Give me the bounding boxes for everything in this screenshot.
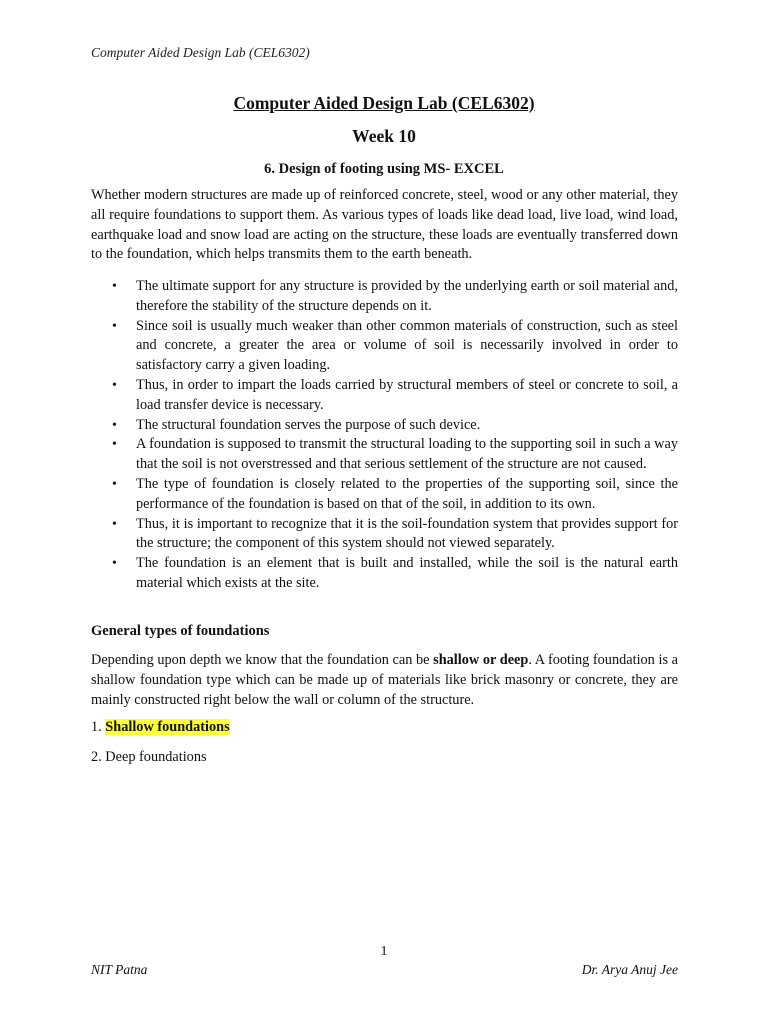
bullet-item [91, 317, 678, 376]
bullet-icon: • [112, 279, 117, 294]
bullet-item [91, 554, 678, 594]
bullet-text: The foundation is an element that is built and installed, while the soil is the natural earth material which exists at the site. [136, 555, 678, 591]
bullet-icon: • [112, 377, 117, 393]
list-item-number: 1. [91, 719, 106, 735]
document-title: Computer Aided Design Lab (CEL6302) [233, 93, 535, 113]
types-text-after: . A footing foundation is a shallow foundation type which can be made up of materials like brick masonry or concrete, they are mainly constructed right below the wall or column of the structure. [91, 652, 678, 708]
bullet-text: The type of foundation is closely related to the properties of the supporting soil, since the performance of the foundation is based on that of the soil, in addition to its own. [136, 475, 678, 512]
bullet-icon: • [112, 556, 117, 572]
bullet-item [91, 435, 678, 475]
bullet-item [91, 277, 678, 317]
bullet-text: The structural foundation serves the purpose of such device. [136, 416, 481, 433]
bullet-text: Thus, in order to impart the loads carried by structural members of steel or concrete to soil, a load transfer device is necessary. [136, 376, 678, 413]
list-item-shallow [91, 719, 230, 736]
bullet-icon: • [112, 437, 117, 453]
bullet-list [91, 277, 678, 594]
bullet-icon: • [112, 417, 117, 433]
footer-right: Dr. Arya Anuj Jee [581, 962, 678, 977]
bullet-icon: • [112, 318, 117, 334]
types-bold-text: shallow or deep [433, 652, 529, 668]
running-header: Computer Aided Design Lab (CEL6302) [91, 45, 310, 60]
types-text-before: Depending upon depth we know that the foundation can be [91, 652, 434, 668]
footer-left: NIT Patna [91, 962, 148, 977]
types-paragraph [91, 651, 678, 710]
bullet-icon: • [112, 516, 117, 532]
highlighted-text: Shallow foundations [105, 719, 230, 735]
bullet-text: Thus, it is important to recognize that it is the soil-foundation system that provides support for the structure; the component of this system should not viewed separately. [136, 515, 678, 552]
bullet-item [91, 515, 678, 555]
bullet-item [91, 475, 678, 515]
bullet-text: Since soil is usually much weaker than other common materials of construction, such as steel and concrete, a greater the area or volume of soil is necessarily involved in order to satisfactory carry a given loading. [136, 317, 678, 374]
bullet-icon: • [112, 476, 117, 492]
week-heading: Week 10 [352, 126, 416, 146]
bullet-text: A foundation is supposed to transmit the structural loading to the supporting soil in such a way that the soil is not overstressed and that serious settlement of the structure are not caused. [136, 436, 678, 473]
types-heading: General types of foundations [91, 623, 270, 639]
bullet-text: The ultimate support for any structure is provided by the underlying earth or soil material and, therefore the stability of the structure depends on it. [136, 278, 678, 314]
page-number: 1 [380, 944, 388, 959]
bullet-item [91, 416, 678, 436]
intro-paragraph: Whether modern structures are made up of reinforced concrete, steel, wood or any other material, they all require foundations to support them. As various types of loads like dead load, live load, wind load, earthquake load and snow load are acting on the structure, these loads are eventually transferred down to the foundation, which helps transmits them to the earth beneath. [91, 187, 678, 263]
section-title: 6. Design of footing using MS- EXCEL [264, 161, 504, 177]
bullet-item [91, 376, 678, 416]
list-item-deep: 2. Deep foundations [91, 749, 207, 765]
